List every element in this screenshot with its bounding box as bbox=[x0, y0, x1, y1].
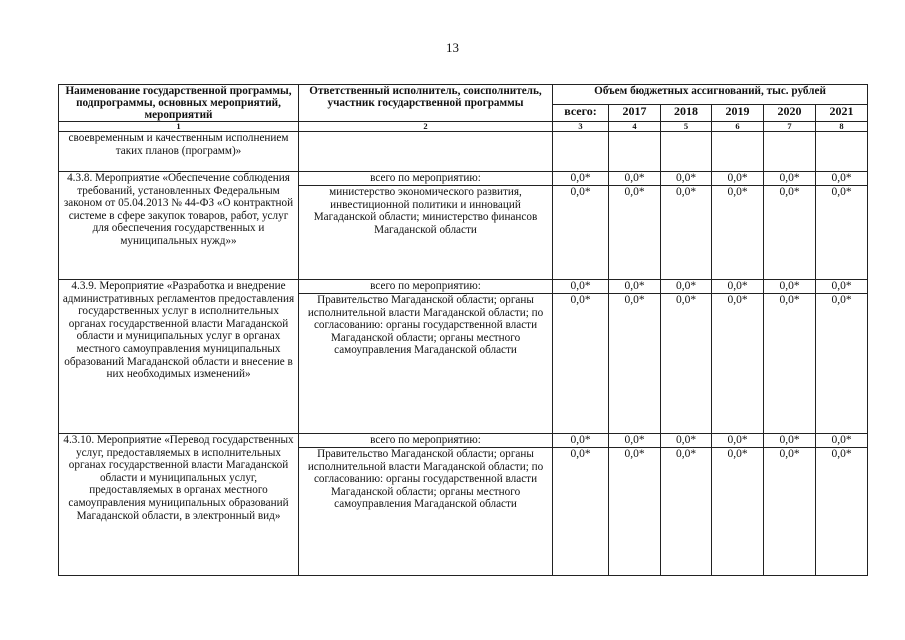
total-value: 0,0* bbox=[712, 172, 764, 186]
value-2019 bbox=[712, 132, 764, 172]
column-number: 5 bbox=[661, 122, 712, 132]
program-name-cell: 4.3.10. Мероприятие «Перевод государственных услуг, предоставляемых в исполнительных органах государственной власти Магаданской области и муниципальных услуг, предоставляемых в органах местного самоуправления муниципальных образований Магаданской области, в электронный вид» bbox=[59, 434, 299, 576]
executor-cell bbox=[299, 132, 553, 172]
header-program-name: Наименование государственной программы, подпрограммы, основных мероприятий, мероприятий bbox=[59, 85, 299, 122]
value-total: 0,0* bbox=[553, 186, 609, 280]
header-year-2021: 2021 bbox=[816, 105, 868, 122]
page-number: 13 bbox=[446, 40, 459, 55]
column-number: 2 bbox=[299, 122, 553, 132]
executor-cell: Правительство Магаданской области; органы исполнительной власти Магаданской области; по согласованию: органы государственной власти Магаданской области; органы местного самоуправления Магаданской области bbox=[299, 448, 553, 576]
value-2019: 0,0* bbox=[712, 294, 764, 434]
value-2017 bbox=[609, 132, 661, 172]
value-2021 bbox=[816, 132, 868, 172]
total-value: 0,0* bbox=[609, 172, 661, 186]
value-2019: 0,0* bbox=[712, 186, 764, 280]
header-budget: Объем бюджетных ассигнований, тыс. рублей bbox=[553, 85, 868, 105]
value-2021: 0,0* bbox=[816, 186, 868, 280]
value-2018: 0,0* bbox=[661, 186, 712, 280]
total-value: 0,0* bbox=[816, 434, 868, 448]
column-number: 4 bbox=[609, 122, 661, 132]
value-2017: 0,0* bbox=[609, 294, 661, 434]
header-year-total: всего: bbox=[553, 105, 609, 122]
budget-allocation-table bbox=[58, 84, 868, 576]
total-value: 0,0* bbox=[609, 434, 661, 448]
value-2018: 0,0* bbox=[661, 294, 712, 434]
total-value: 0,0* bbox=[553, 280, 609, 294]
column-number: 7 bbox=[764, 122, 816, 132]
value-2018: 0,0* bbox=[661, 448, 712, 576]
program-name-cell: 4.3.8. Мероприятие «Обеспечение соблюдения требований, установленных Федеральным законом от 05.04.2013 № 44-ФЗ «О контрактной системе в сфере закупок товаров, работ, услуг для обеспечения государственных и муниципальных нужд»» bbox=[59, 172, 299, 280]
column-number: 6 bbox=[712, 122, 764, 132]
value-2017: 0,0* bbox=[609, 186, 661, 280]
program-name-cell: своевременным и качественным исполнением таких планов (программ)» bbox=[59, 132, 299, 172]
total-value: 0,0* bbox=[661, 280, 712, 294]
value-2021: 0,0* bbox=[816, 294, 868, 434]
total-value: 0,0* bbox=[553, 434, 609, 448]
value-total bbox=[553, 132, 609, 172]
total-label: всего по мероприятию: bbox=[299, 280, 553, 294]
value-2020: 0,0* bbox=[764, 294, 816, 434]
total-value: 0,0* bbox=[816, 280, 868, 294]
value-2017: 0,0* bbox=[609, 448, 661, 576]
value-2020: 0,0* bbox=[764, 186, 816, 280]
value-2020: 0,0* bbox=[764, 448, 816, 576]
value-2018 bbox=[661, 132, 712, 172]
total-value: 0,0* bbox=[661, 172, 712, 186]
column-number: 1 bbox=[59, 122, 299, 132]
total-value: 0,0* bbox=[661, 434, 712, 448]
total-value: 0,0* bbox=[712, 280, 764, 294]
value-2021: 0,0* bbox=[816, 448, 868, 576]
value-2020 bbox=[764, 132, 816, 172]
total-value: 0,0* bbox=[816, 172, 868, 186]
program-name-cell: 4.3.9. Мероприятие «Разработка и внедрение административных регламентов предоставления государственных услуг в исполнительных органах государственной власти Магаданской области и муниципальных услуг в органах местного самоуправления муниципальных образований Магаданской области и внесение в них необходимых изменений» bbox=[59, 280, 299, 434]
total-value: 0,0* bbox=[764, 280, 816, 294]
value-total: 0,0* bbox=[553, 448, 609, 576]
executor-cell: министерство экономического развития, инвестиционной политики и инноваций Магаданской области; министерство финансов Магаданской области bbox=[299, 186, 553, 280]
column-number: 8 bbox=[816, 122, 868, 132]
total-value: 0,0* bbox=[764, 172, 816, 186]
column-number: 3 bbox=[553, 122, 609, 132]
header-year-2019: 2019 bbox=[712, 105, 764, 122]
total-label: всего по мероприятию: bbox=[299, 172, 553, 186]
value-total: 0,0* bbox=[553, 294, 609, 434]
header-year-2018: 2018 bbox=[661, 105, 712, 122]
total-value: 0,0* bbox=[764, 434, 816, 448]
total-value: 0,0* bbox=[609, 280, 661, 294]
value-2019: 0,0* bbox=[712, 448, 764, 576]
total-value: 0,0* bbox=[553, 172, 609, 186]
total-value: 0,0* bbox=[712, 434, 764, 448]
header-year-2017: 2017 bbox=[609, 105, 661, 122]
total-label: всего по мероприятию: bbox=[299, 434, 553, 448]
header-year-2020: 2020 bbox=[764, 105, 816, 122]
executor-cell: Правительство Магаданской области; органы исполнительной власти Магаданской области; по согласованию: органы государственной власти Магаданской области; органы местного самоуправления Магаданской области bbox=[299, 294, 553, 434]
header-executor: Ответственный исполнитель, соисполнитель, участник государственной программы bbox=[299, 85, 553, 122]
